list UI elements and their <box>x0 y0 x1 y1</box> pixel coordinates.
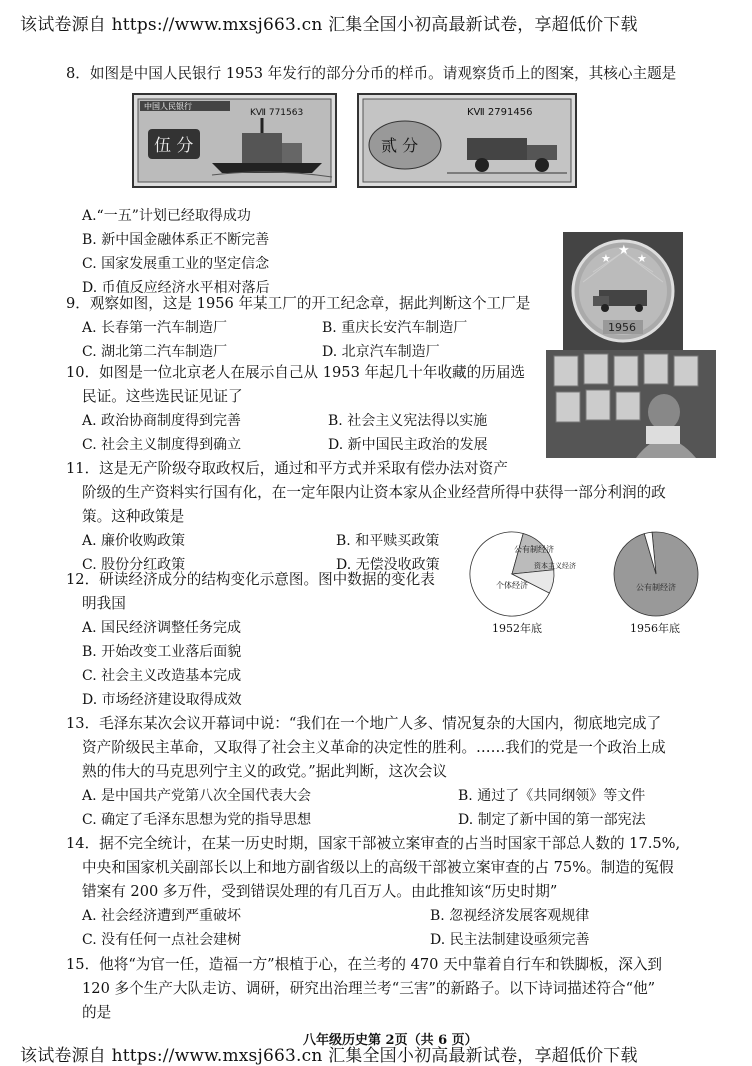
note2-value: 贰 分 <box>381 136 419 155</box>
q14-option-d: D. 民主法制建设亟须完善 <box>430 932 590 948</box>
pie-1956 <box>614 532 698 616</box>
page-number: 八年级历史第 2页（共 6 页） <box>303 1033 478 1048</box>
q12-option-d: D. 市场经济建设取得成效 <box>82 692 242 708</box>
q14-option-b: B. 忽视经济发展客观规律 <box>430 908 590 924</box>
svg-text:★: ★ <box>637 252 647 265</box>
q8-banknote-two-fen <box>357 93 577 188</box>
source-banner-top: 该试卷源自 https://www.mxsj663.cn 汇集全国小初高最新试卷，享超低价下载 <box>20 15 638 35</box>
q11-option-b: B. 和平赎买政策 <box>336 533 440 549</box>
q8-option-d: D. 币值反应经济水平相对落后 <box>82 280 270 296</box>
question-12-stem-line2: 明我国 <box>82 595 126 612</box>
q14-option-a: A. 社会经济遭到严重破坏 <box>82 908 242 924</box>
q8-option-b: B. 新中国金融体系正不断完善 <box>82 232 270 248</box>
q8-option-a: A.“一五”计划已经取得成功 <box>82 208 251 224</box>
q10-option-a: A. 政治协商制度得到完善 <box>82 413 242 429</box>
svg-text:★: ★ <box>601 252 611 265</box>
q8-option-c: C. 国家发展重工业的坚定信念 <box>82 256 270 272</box>
q14-option-c: C. 没有任何一点社会建树 <box>82 932 242 948</box>
pie-slice-label: 公有制经济 <box>514 545 554 554</box>
note1-value: 伍 分 <box>154 136 194 156</box>
q13-option-d: D. 制定了新中国的第一部宪法 <box>458 812 646 828</box>
q13-option-c: C. 确定了毛泽东思想为党的指导思想 <box>82 812 312 828</box>
q13-option-a: A. 是中国共产党第八次全国代表大会 <box>82 788 312 804</box>
q12-option-c: C. 社会主义改造基本完成 <box>82 668 242 684</box>
q9-option-a: A. 长春第一汽车制造厂 <box>82 320 228 336</box>
q10-option-d: D. 新中国民主政治的发展 <box>328 437 488 453</box>
q9-commemorative-badge <box>563 232 683 350</box>
question-15-stem-line1: 15．他将“为官一任，造福一方”根植于心，在兰考的 470 天中靠着自行车和铁脚板，深入到 <box>66 956 663 973</box>
pie-1956-title: 1956年底 <box>630 622 680 635</box>
question-14-stem-line2: 中央和国家机关副部长以上和地方副省级以上的高级干部被立案审查的占 75%。制造的冤假 <box>82 859 674 876</box>
pie-slice-label: 公有制经济 <box>636 583 676 592</box>
note1-serial: KⅦ 771563 <box>250 108 304 118</box>
q9-option-d: D. 北京汽车制造厂 <box>322 344 440 360</box>
question-13-stem-line3: 熟的伟大的马克思列宁主义的政党。”据此判断，这次会议 <box>82 763 448 780</box>
q10-option-b: B. 社会主义宪法得以实施 <box>328 413 488 429</box>
question-15-stem-line3: 的是 <box>82 1004 112 1021</box>
question-11-stem-line2: 阶级的生产资料实行国有化，在一定年限内让资本家从企业经营所得中获得一部分利润的政 <box>82 484 666 501</box>
q9-option-c: C. 湖北第二汽车制造厂 <box>82 344 228 360</box>
question-14-stem-line3: 错案有 200 多万件，受到错误处理的有几百万人。由此推知该“历史时期” <box>82 883 558 900</box>
q8-banknote-five-fen <box>132 93 337 188</box>
question-13-stem-line1: 13．毛泽东某次会议开幕词中说：“我们在一个地广人多、情况复杂的大国内，彻底地完成了 <box>66 715 662 732</box>
q10-voter-card-photo <box>546 350 716 458</box>
q13-option-b: B. 通过了《共同纲领》等文件 <box>458 788 646 804</box>
question-14-stem-line1: 14．据不完全统计，在某一历史时期，国家干部被立案审查的占当时国家干部总人数的 17.5%, <box>66 835 681 852</box>
question-11-stem-line1: 11．这是无产阶级夺取政权后，通过和平方式并采取有偿办法对资产 <box>66 460 508 477</box>
question-12-stem-line1: 12．研读经济成分的结构变化示意图。图中数据的变化表 <box>66 571 435 588</box>
note1-bank-name: 中国人民银行 <box>144 102 192 111</box>
q11-option-d: D. 无偿没收政策 <box>336 557 440 573</box>
badge-year: 1956 <box>608 321 636 334</box>
svg-text:★: ★ <box>618 243 630 258</box>
q10-option-c: C. 社会主义制度得到确立 <box>82 437 242 453</box>
pie-1952-title: 1952年底 <box>492 622 542 635</box>
q12-option-a: A. 国民经济调整任务完成 <box>82 620 242 636</box>
question-11-stem-line3: 策。这种政策是 <box>82 508 185 525</box>
q12-option-b: B. 开始改变工业落后面貌 <box>82 644 242 660</box>
q11-option-c: C. 股份分红政策 <box>82 557 186 573</box>
q11-option-a: A. 廉价收购政策 <box>82 533 186 549</box>
question-8-stem: 8．如图是中国人民银行 1953 年发行的部分分币的样币。请观察货币上的图案，其核心主题是 <box>66 65 677 82</box>
question-9-stem: 9．观察如图，这是 1956 年某工厂的开工纪念章，据此判断这个工厂是 <box>66 295 531 312</box>
pie-slice-label: 个体经济 <box>496 581 528 590</box>
pie-1952 <box>470 532 576 616</box>
note2-serial: KⅦ 2791456 <box>467 107 533 118</box>
question-13-stem-line2: 资产阶级民主革命，又取得了社会主义革命的决定性的胜利。……我们的党是一个政治上成 <box>82 739 666 756</box>
question-10-stem-line2: 民证。这些选民证见证了 <box>82 388 243 405</box>
pie-slice-label: 资本主义经济 <box>534 562 576 570</box>
question-15-stem-line2: 120 多个生产大队走访、调研，研究出治理兰考“三害”的新路子。以下诗词描述符合“他” <box>82 980 656 997</box>
source-banner-bottom: 该试卷源自 https://www.mxsj663.cn 汇集全国小初高最新试卷，享超低价下载 <box>20 1046 638 1066</box>
q9-option-b: B. 重庆长安汽车制造厂 <box>322 320 468 336</box>
question-10-stem-line1: 10．如图是一位北京老人在展示自己从 1953 年起几十年收藏的历届选 <box>66 364 526 381</box>
